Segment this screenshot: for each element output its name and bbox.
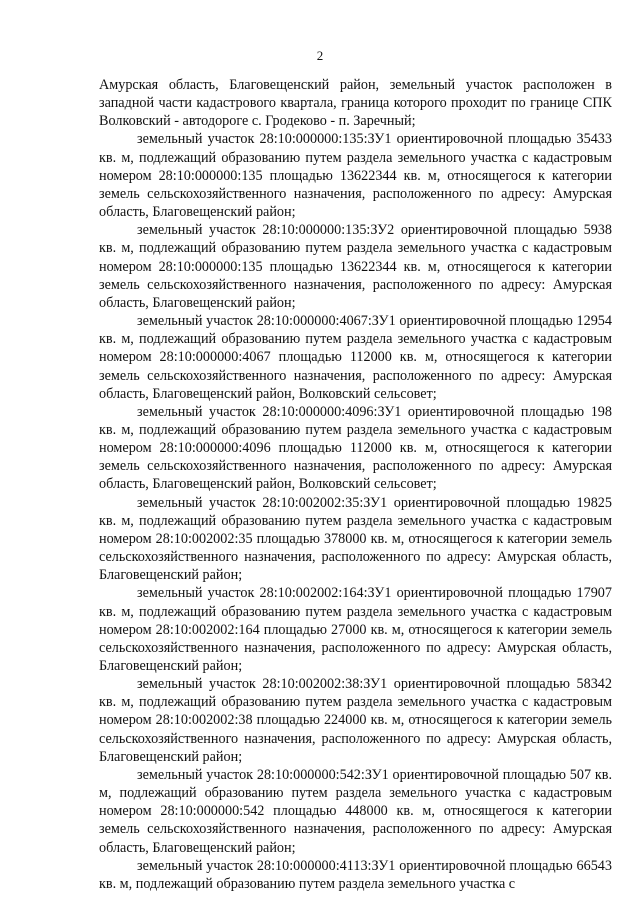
paragraph-land-plot: земельный участок 28:10:000000:135:ЗУ1 ориентировочной площадью 35433 кв. м, подлежащий образованию путем раздела земельного участка с кадастровым номером 28:10:000000:135 площадью 13622344 кв. м, относящегося к категории земель сельскохозяйственного назначения, расположенного по адресу: Амурская область, Благовещенский район; bbox=[99, 131, 612, 221]
document-body bbox=[99, 76, 612, 893]
paragraph-continuation: Амурская область, Благовещенский район, земельный участок расположен в западной части кадастрового квартала, граница которого проходит по границе СПК Волковский - автодороге с. Гродеково - п. Заречный; bbox=[99, 77, 612, 130]
paragraph-land-plot: земельный участок 28:10:000000:542:ЗУ1 ориентировочной площадью 507 кв. м, подлежащий образованию путем раздела земельного участка с кадастровым номером 28:10:000000:542 площадью 448000 кв. м, относящегося к категории земель сельскохозяйственного назначения, расположенного по адресу: Амурская область, Благовещенский район; bbox=[99, 766, 612, 856]
paragraph-land-plot: земельный участок 28:10:000000:4113:ЗУ1 ориентировочной площадью 66543 кв. м, подлежащий образованию путем раздела земельного участка с bbox=[99, 857, 612, 892]
paragraph-land-plot: земельный участок 28:10:002002:35:ЗУ1 ориентировочной площадью 19825 кв. м, подлежащий образованию путем раздела земельного участка с кадастровым номером 28:10:002002:35 площадью 378000 кв. м, относящегося к категории земель сельскохозяйственного назначения, расположенного по адресу: Амурская область, Благовещенский район; bbox=[99, 494, 612, 584]
paragraph-land-plot: земельный участок 28:10:000000:4067:ЗУ1 ориентировочной площадью 12954 кв. м, подлежащий образованию путем раздела земельного участка с кадастровым номером 28:10:000000:4067 площадью 112000 кв. м, относящегося к категории земель сельскохозяйственного назначения, расположенного по адресу: Амурская область, Благовещенский район, Волковский сельсовет; bbox=[99, 313, 612, 402]
page-number: 2 bbox=[316, 48, 324, 63]
paragraph-land-plot: земельный участок 28:10:002002:38:ЗУ1 ориентировочной площадью 58342 кв. м, подлежащий образованию путем раздела земельного участка с кадастровым номером 28:10:002002:38 площадью 224000 кв. м, относящегося к категории земель сельскохозяйственного назначения, расположенного по адресу: Амурская область, Благовещенский район; bbox=[99, 676, 612, 765]
paragraph-land-plot: земельный участок 28:10:000000:135:ЗУ2 ориентировочной площадью 5938 кв. м, подлежащий образованию путем раздела земельного участка с кадастровым номером 28:10:000000:135 площадью 13622344 кв. м, относящегося к категории земель сельскохозяйственного назначения, расположенного по адресу: Амурская область, Благовещенский район; bbox=[99, 222, 612, 311]
paragraph-land-plot: земельный участок 28:10:000000:4096:ЗУ1 ориентировочной площадью 198 кв. м, подлежащий образованию путем раздела земельного участка с кадастровым номером 28:10:000000:4096 площадью 112000 кв. м, относящегося к категории земель сельскохозяйственного назначения, расположенного по адресу: Амурская область, Благовещенский район, Волковский сельсовет; bbox=[99, 403, 612, 493]
paragraph-land-plot: земельный участок 28:10:002002:164:ЗУ1 ориентировочной площадью 17907 кв. м, подлежащий образованию путем раздела земельного участка с кадастровым номером 28:10:002002:164 площадью 27000 кв. м, относящегося к категории земель сельскохозяйственного назначения, расположенного по адресу: Амурская область, Благовещенский район; bbox=[99, 585, 612, 674]
